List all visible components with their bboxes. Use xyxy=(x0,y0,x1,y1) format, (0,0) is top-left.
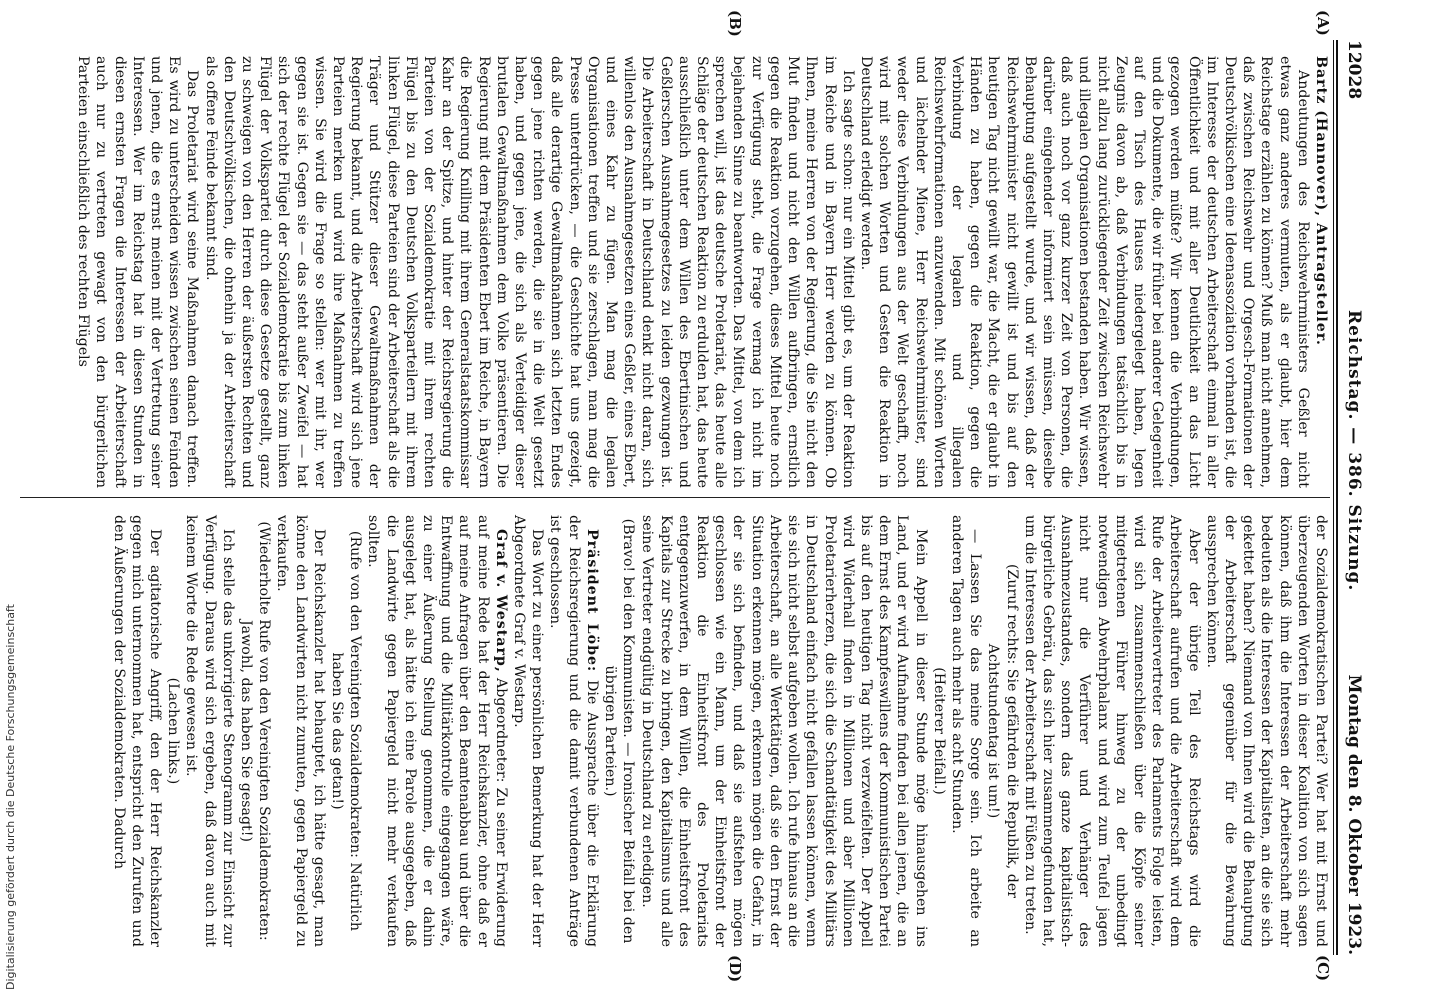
header-rule-thin xyxy=(1333,40,1334,955)
westarp-statement: Graf v. Westarp, Abgeordneter: Zu seiner Erwiderung auf meine Rede hat der Herr Reichskanzler, ohne daß er auf meine Anfragen über den Beamtenabbau und über die Entwaffnung und die Militärkontrolle eingegangen wäre, zu einer Äußerung Stellung genommen, die er dahin ausgelegt hat, als hätte ich eine Parole ausgegeben, daß die Landwirte gegen Papiergeld nicht mehr verkaufen sollten. xyxy=(365,515,509,948)
right-paragraph-6: Der Reichskanzler hat behauptet, ich hätte gesagt, man könne den Landwirten nicht zumuten, gegen Papiergeld zu verkaufen. xyxy=(274,515,327,947)
right-paragraph-7: Ich stelle das unkorrigierte Stenogramm zur Einsicht zur Verfügung. Daraus wird sich ergeben, daß davon auch mit keinem Worte die Rede gewesen ist. xyxy=(183,515,236,947)
right-paragraph-3: — Lassen Sie das meine Sorge sein. Ich arbeite an anderen Tagen auch mehr als acht Stunden. xyxy=(948,515,984,947)
right-column xyxy=(109,515,1330,947)
speaker-line: Bartz (Hannover), Antragsteller. xyxy=(1313,56,1329,346)
interjection: (Bravo! bei den Kommunisten. — Ironischer Beifall bei den übrigen Parteien.) xyxy=(602,518,637,944)
right-paragraph-1: der Sozialdemokratischen Partei? Wer hat mit Ernst und überzeugenden Worten in dieser Koalition von sich sagen können, daß ihm die Interessen der Arbeiterschaft mehr bedeuten als die Interessen der Kapitalisten, an die sie sich gekettet haben? Niemand von Ihnen wird die Behauptung der Arbeiterschaft gegenüber für die Bewahrung aussprechen können. xyxy=(1203,515,1329,947)
left-column xyxy=(74,56,1330,488)
interjection: (Rufe von den Vereinigten Sozialdemokraten: Natürlich haben Sie das getan!) xyxy=(329,530,364,932)
right-paragraph-4: Mein Appell in dieser Stunde möge hinausgehen ins Land, und er wird Aufnahme finden bei allen jenen, die an dem Ernst des Kampfeswillens der Kommunistischen Partei bis auf den heutigen Tag nicht verzweifelten. Der Appell wird Widerhall finden in Millionen und aber Millionen Proletarierherzen, die sich die Schandtätigkeit des Militärs in Deutschland einfach nicht gefallen lassen können, wenn sie sich nicht selbst aufgeben wollen. Ich rufe hinaus an die Arbeiterschaft, an alle Werktätigen, daß sie den Ernst der Situation erkennen mögen, erkennen mögen die Gefahr, in der sie sich befinden, und daß sie aufstehen mögen geschlossen wie ein Mann, um der Einheitsfront der Reaktion die Einheitsfront des Proletariats entgegenzuwerfen, in dem Willen, die Einheitsfront des Kapitals zur Strecke zu bringen, den Kapitalismus und alle seine Vertreter endgültig in Deutschland zu erledigen. xyxy=(639,515,929,947)
right-paragraph-2: Aber der übrige Teil des Reichstags wird die Arbeiterschaft aufrufen und die Arbeiterschaft wird dem Rufe der Arbeitervertreter des Parlaments Folge leisten, wird sich zusammenschließen über die Köpfe seiner mitgetretenen Führer hinweg zu der unbedingt notwendigen Abwehrphalanx und wird zum Teufel jagen nicht nur die Verführer und Verhänger des Ausnahmezustandes, sondern das ganze kapitalistisch-bürgerliche Gebräu, das sich hier zusammengefunden hat, um die Interessen der Arbeiterschaft mit Füßen zu treten. xyxy=(1021,515,1202,947)
left-paragraph-2: Ich sagte schon: nur ein Mittel gibt es, um der Reaktion im Reiche und in Bayern Herr werden zu können. Ob Ihnen, meine Herren von der Regierung, die Sie nicht den Mut finden und nicht den Willen aufbringen, ernstlich gegen die Reaktion vorzugehen, dieses Mittel heute noch zur Verfügung steht, die Frage vermag ich nicht im bejahenden Sinne zu beantworten. Das Mittel, von dem ich sprechen will, ist das deutsche Proletariat, das heute alle Schläge der deutschen Reaktion zu erdulden hat, das heute ausschließlich unter dem Willen des Ebertinischen und Geßlerschen Ausnahmegesetzes zu leiden gezwungen ist. Die Arbeiterschaft in Deutschland denkt nicht daran, sich willenlos den Ausnahmegesetzen eines Geßler, eines Ebert, und eines Kahr zu fügen. Man mag die legalen Organisationen treffen und sie zerschlagen, man mag die Presse unterdrücken, — die Geschichte hat uns gezeigt, daß alle derartige Gewaltmaßnahmen sich letzten Endes gegen jene richten werden, die sie in die Welt gesetzt haben, und gegen jene, die sich als Verteidiger dieser brutalen Gewaltmaßnahmen dem Volke präsentieren. Die Regierung mit dem Präsidenten Ebert im Reiche, in Bayern die Regierung Knilling mit ihrem Generalstaatskommissar Kahr an der Spitze, und hinter der Reichsregierung die Parteien von der Sozialdemokratie mit ihrem rechten Flügel bis zu den Deutschen Volksparteilern mit ihrem linken Flügel, diese Parteien sind der Arbeiterschaft als die Träger und Stützer dieser Gewaltmaßnahmen der Regierung bekannt, und die Arbeiterschaft wird sich jene Parteien merken und wird ihre Maßnahmen zu treffen wissen. Sie wird die Frage so stellen: wer mit ihr, wer gegen sie ist. Gegen sie — das steht außer Zweifel — hat sich der rechte Flügel der Sozialdemokratie bis zum linken Flügel der Volkspartei durch diese Gesetze gestellt, ganz zu schweigen von den Herren der äußersten Rechten und den Deutschvölkischen, die ohnehin ja der Arbeiterschaft als offene Feinde bekannt sind. xyxy=(202,56,856,488)
margin-mark-a: (A) xyxy=(1314,10,1332,36)
interjection: (Zuruf rechts: Sie gefährden die Republik, der Achtstundentag ist um!) xyxy=(985,564,1020,898)
right-paragraph-5: Das Wort zu einer persönlichen Bemerkung hat der Herr Abgeordnete Graf v. Westarp. xyxy=(511,515,546,947)
header-rule xyxy=(1336,40,1338,955)
page-number: 12028 xyxy=(1344,40,1364,100)
margin-mark-d: (D) xyxy=(726,955,744,983)
president-statement: Präsident Löbe: Die Aussprache über die Erklärung der Reichsregierung und die damit verbundenen Anträge ist geschlossen. xyxy=(547,515,600,947)
interjection: (Heiterer Beifall.) xyxy=(930,667,947,795)
margin-mark-c: (C) xyxy=(1314,955,1332,982)
left-paragraph-3: Das Proletariat wird seine Maßnahmen danach treffen. Es wird zu unterscheiden wissen zwischen seinen Feinden und jenen, die es ernst meinen mit der Vertretung seiner Interessen. Wer im Reichstag hat in diesen Stunden in diesen ernsten Fragen die Interessen der Arbeiterschaft auch nur zu vertreten gewagt von den bürgerlichen Parteien einschließlich des rechten Flügels xyxy=(75,56,201,488)
westarp-name: Graf v. Westarp, xyxy=(492,529,509,673)
digitization-credit: Digitalisierung gefördert durch die Deutsche Forschungsgemeinschaft xyxy=(4,604,17,990)
right-paragraph-8: Der agitatorische Angriff, den der Herr Reichskanzler gegen mich unternommen hat, entspricht den Zurufen und den Äußerungen der Sozialdemokraten. Dadurch xyxy=(110,515,163,947)
interjection: (Wiederholte Rufe von den Vereinigten Sozialdemokraten: Jawohl, das haben Sie gesagt!) xyxy=(238,521,273,941)
session-date: Montag den 8. Oktober 1923. xyxy=(1344,674,1364,955)
page-header xyxy=(1336,40,1364,955)
margin-mark-b: (B) xyxy=(726,10,744,37)
session-title: Reichstag. — 386. Sitzung. xyxy=(1344,310,1364,592)
president-name: Präsident Löbe: xyxy=(583,529,600,673)
interjection: (Lachen links.) xyxy=(165,677,182,785)
left-paragraph-1: Andeutungen des Reichswehrministers Geßler nicht etwas ganz anderes vermuten, als er glaubt, hier dem Reichstage erzählen zu können? Muß man nicht annehmen, daß zwischen Reichswehr und Orgesch-Formationen der Deutschvölkischen eine Ideenassoziation vorhanden ist, die im Interesse der deutschen Arbeiterschaft einmal in aller Öffentlichkeit und mit aller Deutlichkeit an das Licht gezogen werden müßte? Wir kennen die Verbindungen, und die Dokumente, die wir früher bei anderer Gelegenheit auf den Tisch des Hauses niedergelegt haben, legen Zeugnis davon ab, daß Verbindungen tatsächlich bis in nicht allzu lang zurückliegender Zeit zwischen Reichswehr und illegalen Organisationen bestanden haben. Wir wissen, daß auch noch vor ganz kurzer Zeit von Personen, die darüber eingehender informiert sein müssen, dieselbe Behauptung aufgestellt wurde, und wir wissen, daß der Reichswehrminister nicht gewillt ist und bis auf den heutigen Tag nicht gewillt war, die Macht, die er glaubt in Händen zu haben, gegen die Reaktion, gegen die Verbindung der legalen und illegalen Reichswehrformationen anzuwenden. Mit schönen Worten und lächelnder Miene, Herr Reichswehrminister, sind weder diese Verbindungen aus der Welt geschafft, noch wird mit solchen Worten und Gesten die Reaktion in Deutschland erledigt werden. xyxy=(857,56,1311,488)
column-divider xyxy=(20,497,1330,498)
